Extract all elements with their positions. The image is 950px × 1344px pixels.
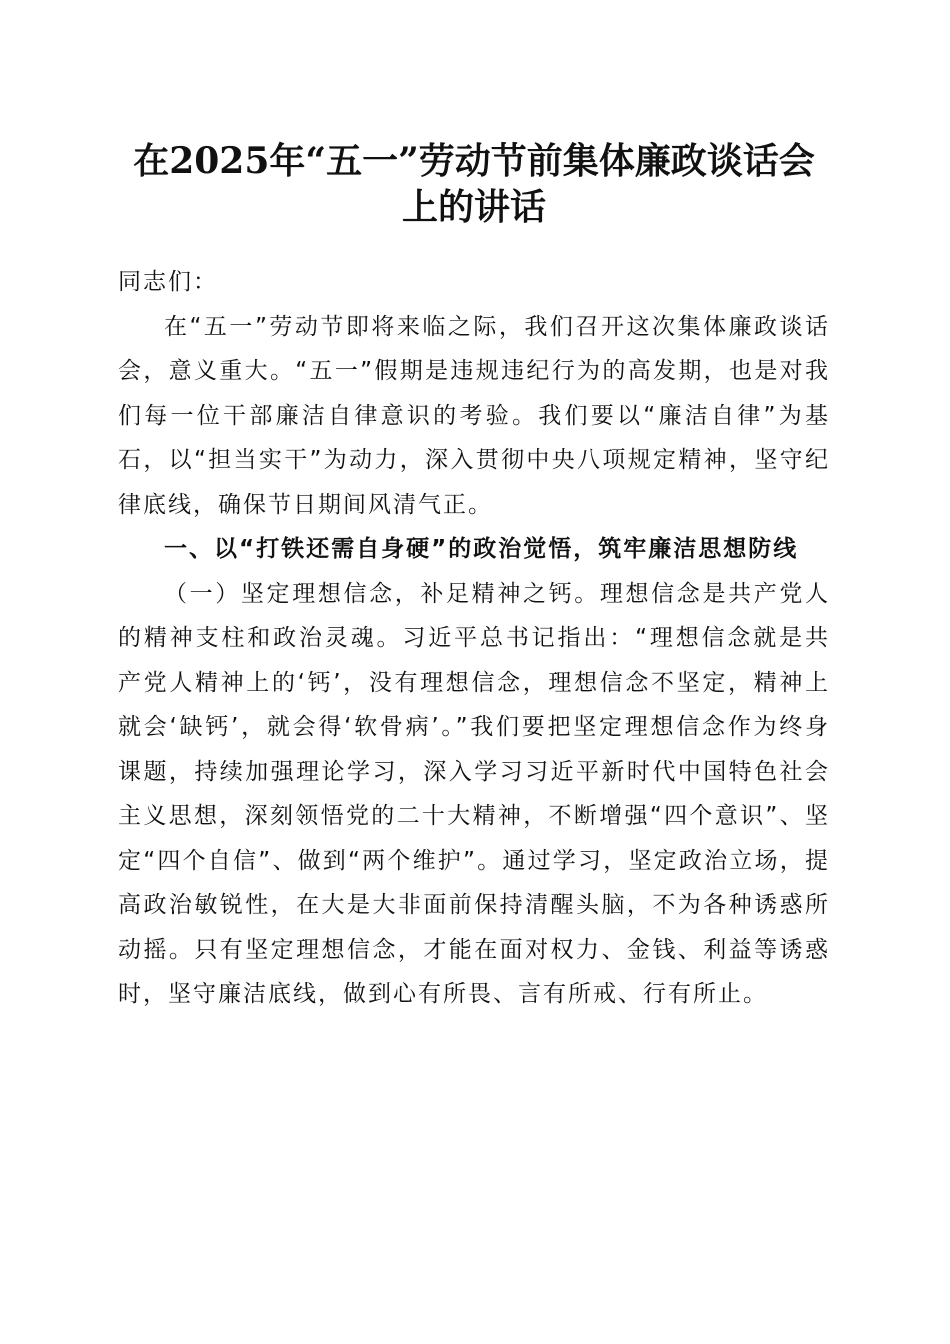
document-body [118,260,830,1017]
title-line-1: 在2025年“五一”劳动节前集体廉政谈话会 [133,140,815,182]
intro-paragraph: 在“五一”劳动节即将来临之际，我们召开这次集体廉政谈话会，意义重大。“五一”假期是违规违纪行为的高发期，也是对我们每一位干部廉洁自律意识的考验。我们要以“廉洁自律”为基石，以“担当实干”为动力，深入贯彻中央八项规定精神，坚守纪律底线，确保节日期间风清气正。 [118,313,830,518]
section-1-1-paragraph: （一）坚定理想信念，补足精神之钙。理想信念是共产党人的精神支柱和政治灵魂。习近平总书记指出：“理想信念就是共产党人精神上的‘钙’，没有理想信念，理想信念不坚定，精神上就会‘缺钙’，就会得‘软骨病’。”我们要把坚定理想信念作为终身课题，持续加强理论学习，深入学习习近平新时代中国特色社会主义思想，深刻领悟党的二十大精神，不断增强“四个意识”、坚定“四个自信”、做到“两个维护”。通过学习，坚定政治立场，提高政治敏锐性，在大是大非面前保持清醒头脑，不为各种诱惑所动摇。只有坚定理想信念，才能在面对权力、金钱、利益等诱惑时，坚守廉洁底线，做到心有所畏、言有所戒、行有所止。 [118,580,830,1007]
salutation: 同志们： [118,269,218,295]
title-line-2: 上的讲话 [401,186,546,228]
document-page [118,0,830,1017]
document-title [118,138,830,230]
section-heading-1: 一、以“打铁还需自身硬”的政治觉悟，筑牢廉洁思想防线 [164,536,799,562]
